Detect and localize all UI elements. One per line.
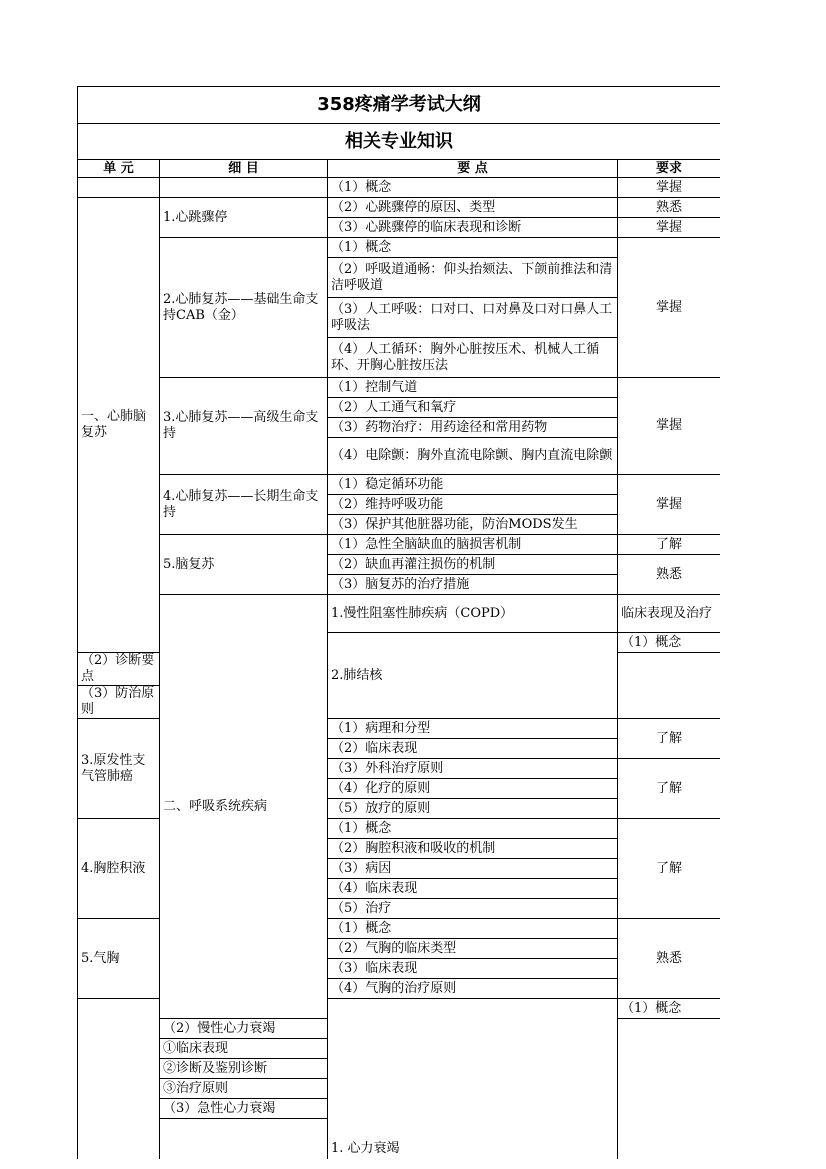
- point-cell: （3）保护其他脏器功能，防治MODS发生: [328, 515, 618, 535]
- header-unit: 单 元: [78, 160, 160, 178]
- table-row: [78, 178, 721, 198]
- detail-cell: 3.原发性支气管肺癌: [78, 719, 160, 819]
- requirement-cell: 熟悉: [618, 555, 721, 595]
- point-cell: （1）急性全脑缺血的脑损害机制: [328, 535, 618, 555]
- table-row: [78, 475, 721, 495]
- point-cell-empty: [160, 1119, 328, 1159]
- detail-cell: 1.慢性阻塞性肺疾病（COPD）: [328, 595, 618, 633]
- point-cell: （3）外科治疗原则: [328, 759, 618, 779]
- requirement-cell: 了解: [618, 719, 721, 759]
- requirement-cell: 熟悉: [618, 198, 721, 218]
- point-cell: （2）心跳骤停的原因、类型: [328, 198, 618, 218]
- point-cell: （2）维持呼吸功能: [328, 495, 618, 515]
- unit-cell: 二、呼吸系统疾病: [160, 595, 328, 1019]
- point-cell: （3）药物治疗：用药途径和常用药物: [328, 418, 618, 438]
- point-cell: （1）概念: [618, 633, 721, 653]
- page-title: 358疼痛学考试大纲: [78, 87, 721, 124]
- point-cell: （3）病因: [328, 859, 618, 879]
- unit-cell: 一、心肺脑复苏: [78, 198, 160, 653]
- detail-cell: 2.心肺复苏——基础生命支持CAB（金）: [160, 238, 328, 378]
- point-cell: （1）概念: [328, 238, 618, 258]
- point-cell: （2）气胸的临床类型: [328, 939, 618, 959]
- table-row: [78, 198, 721, 218]
- point-cell: （2）人工通气和氧疗: [328, 398, 618, 418]
- requirement-cell: 掌握: [618, 475, 721, 535]
- point-cell: （3）心跳骤停的临床表现和诊断: [328, 218, 618, 238]
- point-cell: （1）病理和分型: [328, 719, 618, 739]
- point-cell: ③治疗原则: [160, 1079, 328, 1099]
- table-row: [78, 595, 721, 633]
- header-point: 要 点: [328, 160, 618, 178]
- point-cell: （3）急性心力衰竭: [160, 1099, 328, 1119]
- point-cell: （2）慢性心力衰竭: [160, 1019, 328, 1039]
- point-cell: （3）人工呼吸：口对口、口对鼻及口对口鼻人工呼吸法: [328, 298, 618, 338]
- syllabus-table: [77, 86, 720, 1159]
- detail-cell-empty: [160, 178, 328, 198]
- header-requirement: 要求: [618, 160, 721, 178]
- detail-cell: 1.心跳骤停: [160, 198, 328, 238]
- subtitle-row: [78, 124, 721, 160]
- point-cell: （1）概念: [328, 819, 618, 839]
- title-row: [78, 87, 721, 124]
- point-cell: （4）电除颤：胸外直流电除颤、胸内直流电除颤: [328, 438, 618, 475]
- point-cell: （1）稳定循环功能: [328, 475, 618, 495]
- point-cell: ②诊断及鉴别诊断: [160, 1059, 328, 1079]
- section-title: 相关专业知识: [78, 124, 721, 160]
- detail-cell: 1. 心力衰竭: [328, 999, 618, 1159]
- syllabus-sheet: [77, 86, 720, 1169]
- table-row: [78, 378, 721, 398]
- point-cell: （1）控制气道: [328, 378, 618, 398]
- requirement-cell: 掌握: [618, 378, 721, 475]
- point-cell: （3）脑复苏的治疗措施: [328, 575, 618, 595]
- point-cell: （4）临床表现: [328, 879, 618, 899]
- point-cell: （2）临床表现: [328, 739, 618, 759]
- point-cell: （4）气胸的治疗原则: [328, 979, 618, 999]
- point-cell: （5）放疗的原则: [328, 799, 618, 819]
- point-cell: 临床表现及治疗: [618, 595, 721, 633]
- point-cell: （4）人工循环：胸外心脏按压术、机械人工循环、开胸心脏按压法: [328, 338, 618, 378]
- requirement-cell: 掌握: [618, 238, 721, 378]
- point-cell: ①临床表现: [160, 1039, 328, 1059]
- table-row: [78, 535, 721, 555]
- detail-cell: 4.心肺复苏——长期生命支持: [160, 475, 328, 535]
- point-cell: （1）概念: [618, 999, 721, 1019]
- requirement-cell: 熟悉: [618, 919, 721, 999]
- point-cell: （2）诊断要点: [78, 653, 160, 686]
- requirement-cell: 了解: [618, 819, 721, 919]
- header-row: [78, 160, 721, 178]
- requirement-cell: 掌握: [618, 178, 721, 198]
- requirement-cell: 了解: [618, 759, 721, 819]
- requirement-cell: 了解: [618, 535, 721, 555]
- header-detail: 细 目: [160, 160, 328, 178]
- point-cell: （2）缺血再灌注损伤的机制: [328, 555, 618, 575]
- unit-cell-empty: [78, 999, 160, 1159]
- point-cell: （3）防治原则: [78, 686, 160, 719]
- detail-cell: 4.胸腔积液: [78, 819, 160, 919]
- point-cell: （3）临床表现: [328, 959, 618, 979]
- detail-cell: 5.气胸: [78, 919, 160, 999]
- detail-cell: 3.心肺复苏——高级生命支持: [160, 378, 328, 475]
- requirement-cell: 掌握: [618, 218, 721, 238]
- point-cell: （2）胸腔积液和吸收的机制: [328, 839, 618, 859]
- table-row: [78, 238, 721, 258]
- point-cell: （2）呼吸道通畅：仰头抬颏法、下颌前推法和清洁呼吸道: [328, 258, 618, 298]
- detail-cell: 2.肺结核: [328, 633, 618, 719]
- point-cell: （5）治疗: [328, 899, 618, 919]
- detail-cell: 5.脑复苏: [160, 535, 328, 595]
- unit-cell-empty: [78, 178, 160, 198]
- point-cell: （4）化疗的原则: [328, 779, 618, 799]
- point-cell: （1）概念: [328, 919, 618, 939]
- point-cell: （1）概念: [328, 178, 618, 198]
